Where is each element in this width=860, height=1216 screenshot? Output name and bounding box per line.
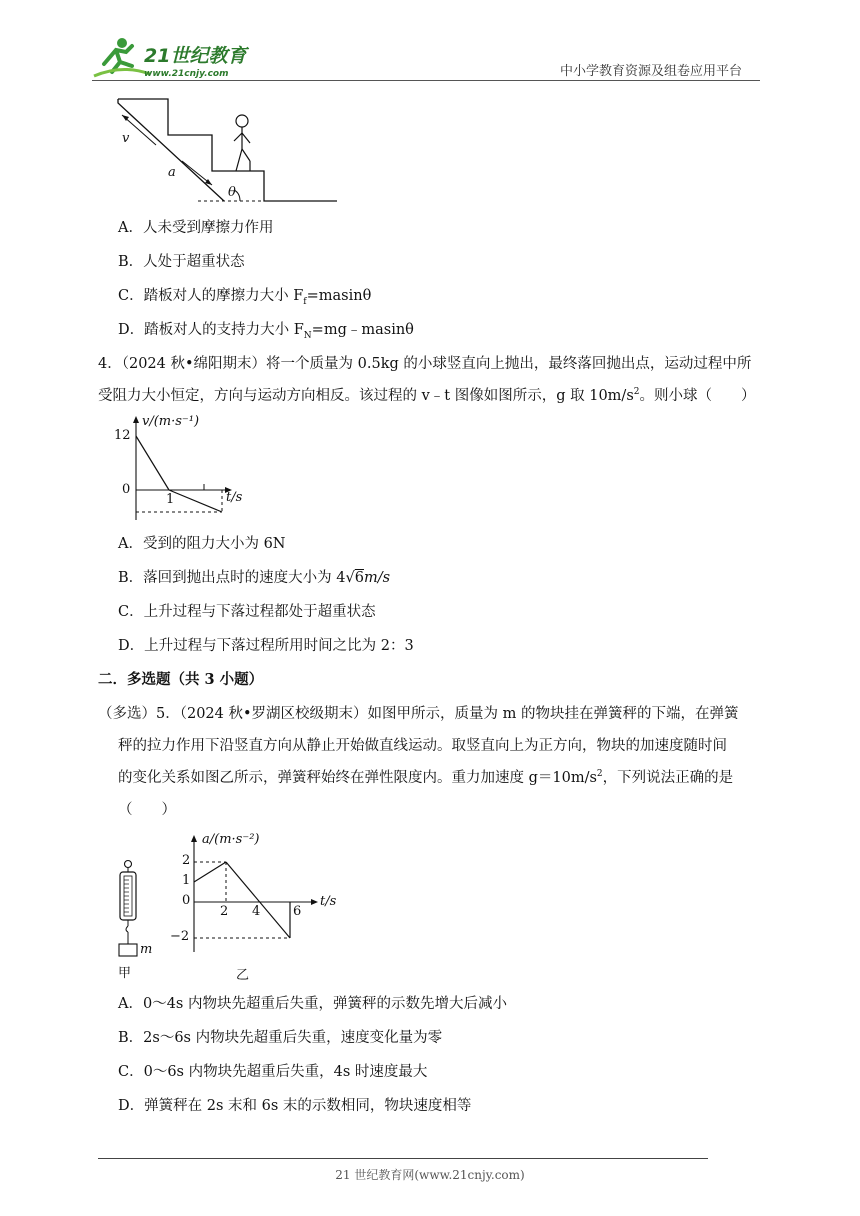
q4-option-a: A．受到的阻力大小为 6N bbox=[118, 536, 286, 552]
q5-ytick-0: 0 bbox=[182, 893, 191, 908]
footer-divider bbox=[98, 1158, 708, 1159]
q4-vt-graph bbox=[112, 412, 272, 524]
person-icon bbox=[234, 115, 250, 171]
q3-option-d: D．踏板对人的支持力大小 $F_N=mg﹣masin\theta$ bbox=[118, 322, 414, 341]
mass-label: m bbox=[140, 942, 153, 957]
footer-text: 21 世纪教育网(www.21cnjy.com) bbox=[335, 1168, 525, 1182]
q5-stem-line2: 秤的拉力作用下沿竖直方向从静止开始做直线运动。取竖直向上为正方向，物块的加速度随时间 bbox=[118, 738, 727, 754]
spring-scale-figure bbox=[112, 858, 162, 982]
q5-xlabel: t/s bbox=[320, 894, 337, 909]
q5-xtick-2: 2 bbox=[220, 904, 229, 919]
logo-main-text: 21世纪教育 bbox=[144, 45, 247, 67]
q3-option-a: A．人未受到摩擦力作用 bbox=[118, 220, 274, 236]
figure-jia-label: 甲 bbox=[118, 966, 132, 981]
q5-option-d: D．弹簧秤在 2s 末和 6s 末的示数相同，物块速度相等 bbox=[118, 1098, 472, 1114]
q5-ytick-2: 2 bbox=[182, 853, 191, 868]
sqrt-symbol: √ bbox=[345, 570, 355, 586]
q4-option-d: D．上升过程与下落过程所用时间之比为 2：3 bbox=[118, 638, 414, 654]
q5-stem-line1: （多选）5．（2024 秋•罗湖区校级期末）如图甲所示，质量为 m 的物块挂在弹簧秤的下端，在弹簧 bbox=[98, 706, 739, 722]
q5-stem-line4: （ ） bbox=[118, 802, 176, 818]
q4-ylabel: v/(m·s⁻¹) bbox=[142, 414, 200, 429]
q4-option-c: C．上升过程与下落过程都处于超重状态 bbox=[118, 604, 376, 620]
q3-option-c: C．踏板对人的摩擦力大小 $F_f=masin\theta$ bbox=[118, 288, 372, 307]
q4-stem-line1: 4．（2024 秋•绵阳期末）将一个质量为 0.5kg 的小球竖直向上抛出，最终落回抛出点，运动过程中所 bbox=[98, 356, 752, 372]
platform-name: 中小学教育资源及组卷应用平台 bbox=[560, 64, 743, 79]
q4-xlabel: t/s bbox=[226, 490, 243, 505]
runner-icon bbox=[94, 38, 150, 76]
q5-ylabel: a/(m·s⁻²) bbox=[202, 832, 260, 847]
q4-option-b: B．落回到抛出点时的速度大小为 4√6m/s bbox=[118, 570, 391, 586]
q5-option-b: B．2s～6s 内物块先超重后失重，速度变化量为零 bbox=[118, 1030, 443, 1046]
q5-at-graph bbox=[168, 830, 358, 986]
q4-xtick-1: 1 bbox=[166, 492, 175, 507]
q4-ytick-12: 12 bbox=[114, 428, 131, 443]
q4-origin: 0 bbox=[122, 482, 131, 497]
acceleration-label: a bbox=[168, 165, 176, 180]
figure-yi-label: 乙 bbox=[236, 968, 250, 983]
q5-option-a: A．0～4s 内物块先超重后失重，弹簧秤的示数先增大后减小 bbox=[118, 996, 507, 1012]
velocity-label: v bbox=[122, 131, 130, 146]
logo-url-text: www.21cnjy.com bbox=[144, 69, 229, 79]
theta-label: θ bbox=[228, 185, 236, 200]
q5-xtick-6: 6 bbox=[293, 904, 302, 919]
q5-xtick-4: 4 bbox=[252, 904, 261, 919]
section-title: 二．多选题（共 3 小题） bbox=[98, 671, 264, 688]
q5-ytick-neg2: −2 bbox=[170, 929, 190, 944]
q3-option-b: B．人处于超重状态 bbox=[118, 254, 245, 270]
header-divider bbox=[92, 80, 760, 81]
q4-stem-line2: 受阻力大小恒定，方向与运动方向相反。该过程的 v﹣t 图像如图所示，g 取 $10m/s^2$。则小球（ ） bbox=[98, 387, 756, 404]
q5-option-c: C．0～6s 内物块先超重后失重，4s 时速度最大 bbox=[118, 1064, 428, 1080]
site-logo bbox=[92, 34, 262, 84]
q5-stem-line3: 的变化关系如图乙所示，弹簧秤始终在弹性限度内。重力加速度 $g=10m/s^2$，下列说法正确的是 bbox=[118, 769, 734, 786]
escalator-figure bbox=[112, 95, 342, 211]
q5-ytick-1: 1 bbox=[182, 873, 191, 888]
